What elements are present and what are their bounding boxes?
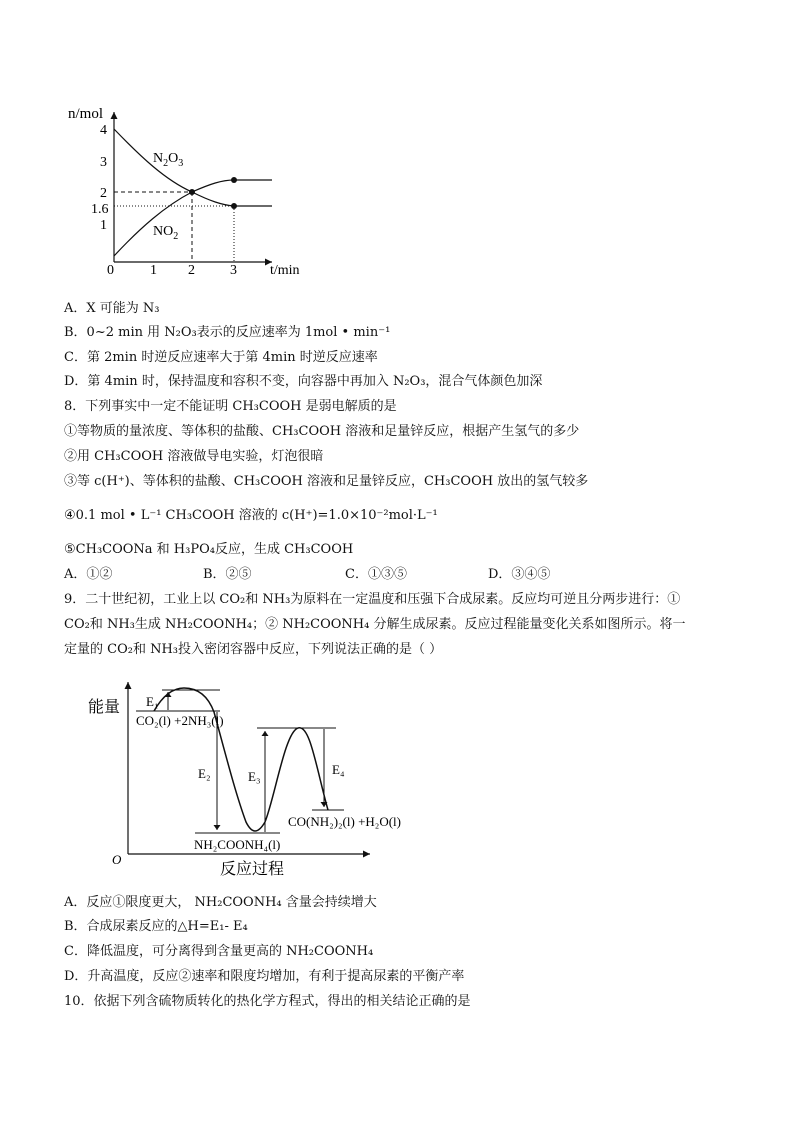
y-tick-1: 1 [100, 218, 107, 233]
progress-axis-label: 反应过程 [220, 861, 285, 878]
q9-stem-line-1: 9．二十世纪初，工业上以 CO₂和 NH₃为原料在一定温度和压强下合成尿素。反应均可逆且分两步进行：① [64, 592, 681, 607]
y-tick-2: 2 [100, 186, 107, 201]
e2-label: E₂ [198, 766, 211, 781]
x-tick-3: 3 [230, 263, 237, 278]
x-tick-2: 2 [188, 263, 195, 278]
origin-label: O [112, 852, 122, 867]
q8-option-d: D．③④⑤ [488, 567, 551, 582]
q8-item-1: ①等物质的量浓度、等体积的盐酸、CH₃COOH 溶液和足量锌反应，根据产生氢气的多少 [64, 424, 580, 439]
q7-option-b: B．0~2 min 用 N₂O₃表示的反应速率为 1mol • min⁻¹ [64, 325, 391, 340]
q9-option-d: D．升高温度，反应②速率和限度均增加，有利于提高尿素的平衡产率 [64, 969, 465, 984]
q9-option-b: B．合成尿素反应的△H=E₁- E₄ [64, 919, 248, 934]
q9-stem-line-3: 定量的 CO₂和 NH₃投入密闭容器中反应，下列说法正确的是（ ） [64, 642, 443, 657]
q9-stem-line-2: CO₂和 NH₃生成 NH₂COONH₄；② NH₂COONH₄ 分解生成尿素。反应过程能量变化关系如图所示。将一 [64, 617, 686, 632]
e1-label: E₁ [146, 694, 159, 709]
e3-label: E₃ [248, 769, 261, 784]
q7-option-d: D．第 4min 时，保持温度和容积不变，向容器中再加入 N₂O₃，混合气体颜色加深 [64, 374, 543, 389]
y-tick-1.6: 1.6 [91, 202, 109, 217]
x-axis-label: t/min [270, 263, 300, 278]
q8-item-2: ②用 CH₃COOH 溶液做导电实验，灯泡很暗 [64, 449, 324, 464]
x-tick-1: 1 [150, 263, 157, 278]
intermediate-label: NH₂COONH₄(l) [194, 837, 281, 852]
q8-stem: 8．下列事实中一定不能证明 CH₃COOH 是弱电解质的是 [64, 399, 397, 414]
e4-label: E₄ [332, 762, 345, 777]
products-label: CO(NH₂)₂(l) +H₂O(l) [288, 814, 401, 829]
n2o3-point-t3 [231, 203, 237, 209]
q10-stem: 10．依据下列含硫物质转化的热化学方程式，得出的相关结论正确的是 [64, 994, 471, 1009]
q8-option-b: B．②⑤ [203, 567, 252, 582]
y-tick-4: 4 [100, 123, 107, 138]
y-axis-label: n/mol [68, 106, 104, 122]
energy-profile-diagram [80, 672, 420, 882]
intersection-point [189, 189, 195, 195]
q8-item-3: ③等 c(H⁺)、等体积的盐酸、CH₃COOH 溶液和足量锌反应，CH₃COOH 放出的氢气较多 [64, 474, 589, 489]
q7-option-c: C．第 2min 时逆反应速率大于第 4min 时逆反应速率 [64, 350, 378, 365]
reactants-label: CO₂(l) +2NH₃(l) [136, 713, 224, 728]
q7-option-a: A．X 可能为 N₃ [64, 301, 160, 316]
concentration-time-graph [60, 98, 330, 288]
q9-option-c: C．降低温度，可分离得到含量更高的 NH₂COONH₄ [64, 944, 374, 959]
no2-point-t3 [231, 177, 237, 183]
n2o3-label: $N_2O_3$ [153, 151, 184, 169]
q8-option-c: C．①③⑤ [345, 567, 407, 582]
q9-option-a: A．反应①限度更大， NH₂COONH₄ 含量会持续增大 [64, 895, 377, 910]
q8-item-4: ④0.1 mol • L⁻¹ CH₃COOH 溶液的 c(H⁺)=1.0×10⁻²mol·L⁻¹ [64, 508, 438, 523]
q8-item-5: ⑤CH₃COONa 和 H₃PO₄反应，生成 CH₃COOH [64, 542, 354, 557]
x-tick-0: 0 [107, 263, 114, 278]
no2-label: $NO_2$ [153, 224, 179, 242]
q8-option-a: A．①② [64, 567, 113, 582]
y-tick-3: 3 [100, 155, 107, 170]
energy-curve [154, 688, 328, 831]
energy-axis-label: 能量 [88, 699, 121, 716]
